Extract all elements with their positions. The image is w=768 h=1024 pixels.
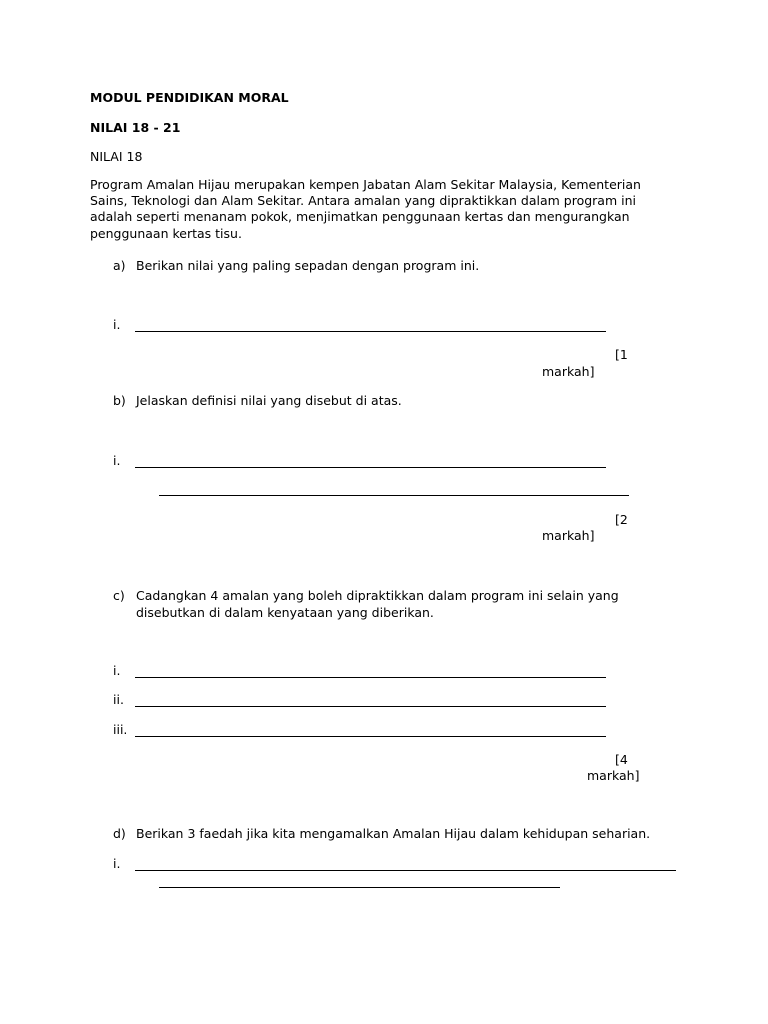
- question-b-answer-line-2[interactable]: [159, 495, 629, 496]
- question-c-answer-label-iii: iii.: [113, 722, 128, 737]
- question-c-answer-label-ii: ii.: [113, 692, 124, 707]
- question-a-answer-line-1[interactable]: [135, 331, 606, 332]
- question-c-answer-line-2[interactable]: [135, 706, 606, 707]
- question-d-answer-line-2[interactable]: [159, 887, 560, 888]
- question-d-label: d): [113, 826, 126, 841]
- question-b-answer-line-1[interactable]: [135, 467, 606, 468]
- question-c-marks-line2: markah]: [587, 768, 640, 783]
- question-a-label: a): [113, 258, 126, 273]
- question-d-text: Berikan 3 faedah jika kita mengamalkan Amalan Hijau dalam kehidupan seharian.: [136, 826, 651, 841]
- question-b-label: b): [113, 393, 126, 408]
- question-d-answer-line-1[interactable]: [135, 870, 676, 871]
- question-a-text: Berikan nilai yang paling sepadan dengan program ini.: [136, 258, 480, 273]
- document-subtitle: NILAI 18 - 21: [90, 120, 181, 135]
- question-a-marks-line2: markah]: [542, 364, 595, 379]
- question-b-answer-label-i: i.: [113, 453, 121, 468]
- document-title: MODUL PENDIDIKAN MORAL: [90, 90, 289, 105]
- question-c-answer-line-1[interactable]: [135, 677, 606, 678]
- question-c-text-line2: disebutkan di dalam kenyataan yang diberikan.: [136, 605, 434, 620]
- question-c-marks-line1: [4: [615, 752, 628, 767]
- question-c-label: c): [113, 588, 125, 603]
- question-b-text: Jelaskan definisi nilai yang disebut di atas.: [136, 393, 402, 408]
- question-b-marks-line2: markah]: [542, 528, 595, 543]
- question-c-answer-label-i: i.: [113, 663, 121, 678]
- intro-paragraph: Program Amalan Hijau merupakan kempen Jabatan Alam Sekitar Malaysia, Kementerian Sains, Teknologi dan Alam Sekitar. Antara amalan yang dipraktikkan dalam program ini adalah seperti menanam pokok, menjimatkan penggunaan kertas dan mengurangkan penggunaan kertas tisu.: [90, 177, 641, 241]
- question-a-answer-label-i: i.: [113, 317, 121, 332]
- question-b-marks-line1: [2: [615, 512, 628, 527]
- question-c-answer-line-3[interactable]: [135, 736, 606, 737]
- question-d-answer-label-i: i.: [113, 856, 121, 871]
- section-heading: NILAI 18: [90, 149, 143, 164]
- question-c-text-line1: Cadangkan 4 amalan yang boleh dipraktikkan dalam program ini selain yang: [136, 588, 619, 603]
- question-a-marks-line1: [1: [615, 347, 628, 362]
